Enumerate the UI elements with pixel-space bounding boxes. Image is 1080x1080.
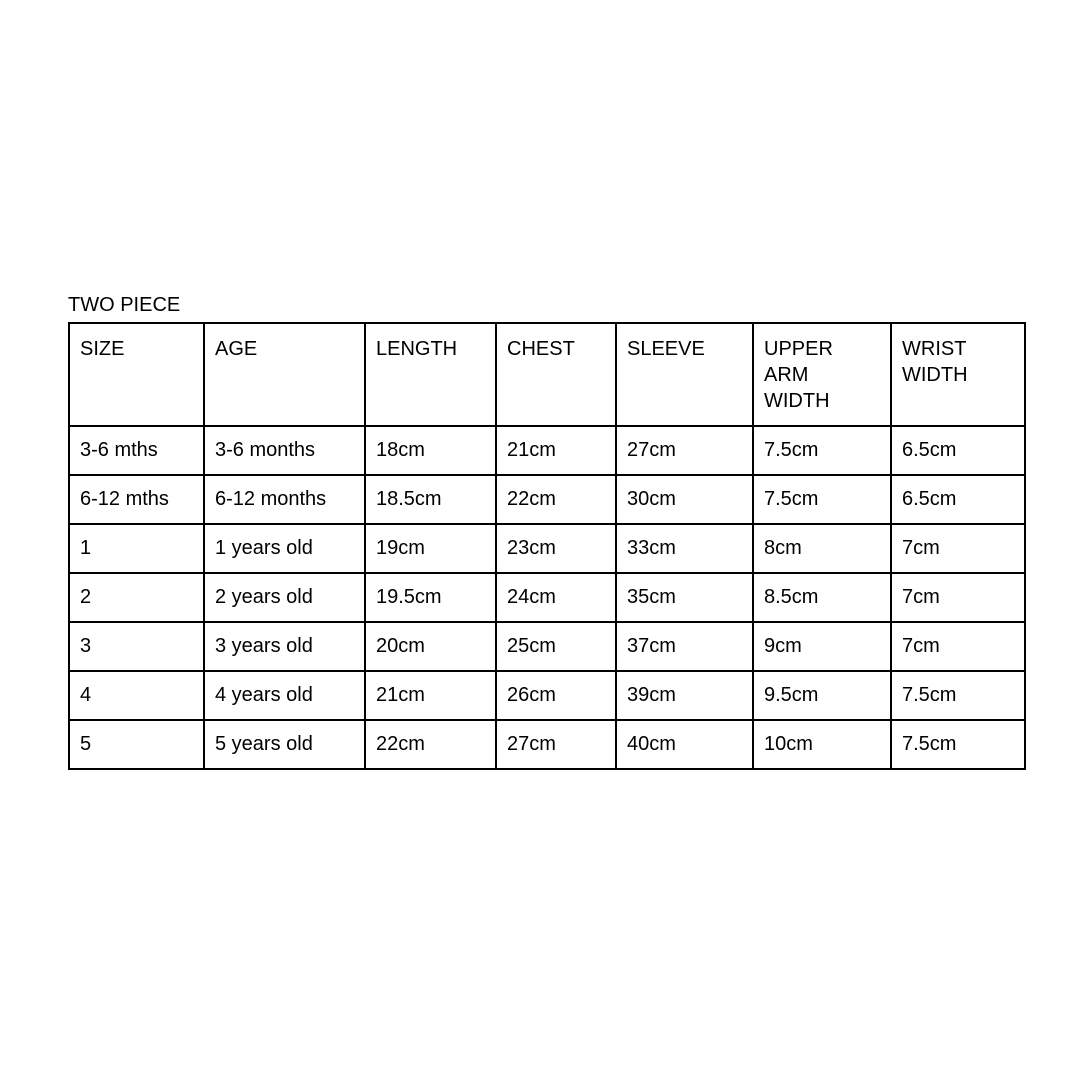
header-label: LENGTH [376, 338, 458, 360]
header-label: AGE [215, 338, 258, 360]
header-cell-length [365, 323, 496, 426]
table-cell: 7.5cm [891, 671, 1025, 720]
table-cell: 21cm [496, 426, 616, 475]
table-cell: 18.5cm [365, 475, 496, 524]
header-label: CHEST [507, 338, 575, 360]
table-cell: 2 [69, 573, 204, 622]
table-cell: 22cm [496, 475, 616, 524]
header-cell-upper-arm-width [753, 323, 891, 426]
table-row [69, 720, 1025, 769]
table-row [69, 426, 1025, 475]
table-cell: 24cm [496, 573, 616, 622]
table-cell: 6-12 mths [69, 475, 204, 524]
header-cell-chest [496, 323, 616, 426]
table-cell: 9cm [753, 622, 891, 671]
table-cell: 3-6 months [204, 426, 365, 475]
size-table [68, 322, 1026, 770]
table-cell: 19.5cm [365, 573, 496, 622]
table-cell: 5 years old [204, 720, 365, 769]
table-cell: 35cm [616, 573, 753, 622]
table-cell: 27cm [496, 720, 616, 769]
table-body [69, 426, 1025, 769]
header-label: SIZE [80, 338, 125, 360]
table-cell: 7cm [891, 573, 1025, 622]
table-cell: 23cm [496, 524, 616, 573]
table-cell: 9.5cm [753, 671, 891, 720]
table-cell: 7.5cm [753, 426, 891, 475]
table-row [69, 573, 1025, 622]
table-cell: 4 [69, 671, 204, 720]
table-row [69, 622, 1025, 671]
table-cell: 3 years old [204, 622, 365, 671]
table-cell: 39cm [616, 671, 753, 720]
table-cell: 7cm [891, 524, 1025, 573]
header-cell-size [69, 323, 204, 426]
table-cell: 22cm [365, 720, 496, 769]
table-row [69, 524, 1025, 573]
table-cell: 7.5cm [753, 475, 891, 524]
table-cell: 26cm [496, 671, 616, 720]
table-cell: 1 [69, 524, 204, 573]
table-cell: 21cm [365, 671, 496, 720]
table-cell: 5 [69, 720, 204, 769]
table-cell: 3 [69, 622, 204, 671]
table-row [69, 475, 1025, 524]
chart-title: TWO PIECE [68, 294, 181, 316]
table-cell: 6.5cm [891, 426, 1025, 475]
table-cell: 8.5cm [753, 573, 891, 622]
header-row [69, 323, 1025, 426]
table-row [69, 671, 1025, 720]
table-cell: 6-12 months [204, 475, 365, 524]
table-cell: 20cm [365, 622, 496, 671]
size-chart [68, 294, 1026, 770]
header-cell-age [204, 323, 365, 426]
header-label: UPPER ARM WIDTH [764, 338, 833, 412]
table-cell: 1 years old [204, 524, 365, 573]
table-cell: 7.5cm [891, 720, 1025, 769]
table-cell: 18cm [365, 426, 496, 475]
table-cell: 19cm [365, 524, 496, 573]
table-cell: 37cm [616, 622, 753, 671]
table-cell: 4 years old [204, 671, 365, 720]
table-cell: 6.5cm [891, 475, 1025, 524]
table-cell: 25cm [496, 622, 616, 671]
header-label: WRIST WIDTH [902, 338, 968, 386]
table-cell: 10cm [753, 720, 891, 769]
header-cell-wrist-width [891, 323, 1025, 426]
header-label: SLEEVE [627, 338, 705, 360]
table-cell: 30cm [616, 475, 753, 524]
table-cell: 27cm [616, 426, 753, 475]
table-cell: 3-6 mths [69, 426, 204, 475]
header-cell-sleeve [616, 323, 753, 426]
table-cell: 40cm [616, 720, 753, 769]
table-cell: 7cm [891, 622, 1025, 671]
table-cell: 8cm [753, 524, 891, 573]
table-cell: 33cm [616, 524, 753, 573]
table-cell: 2 years old [204, 573, 365, 622]
